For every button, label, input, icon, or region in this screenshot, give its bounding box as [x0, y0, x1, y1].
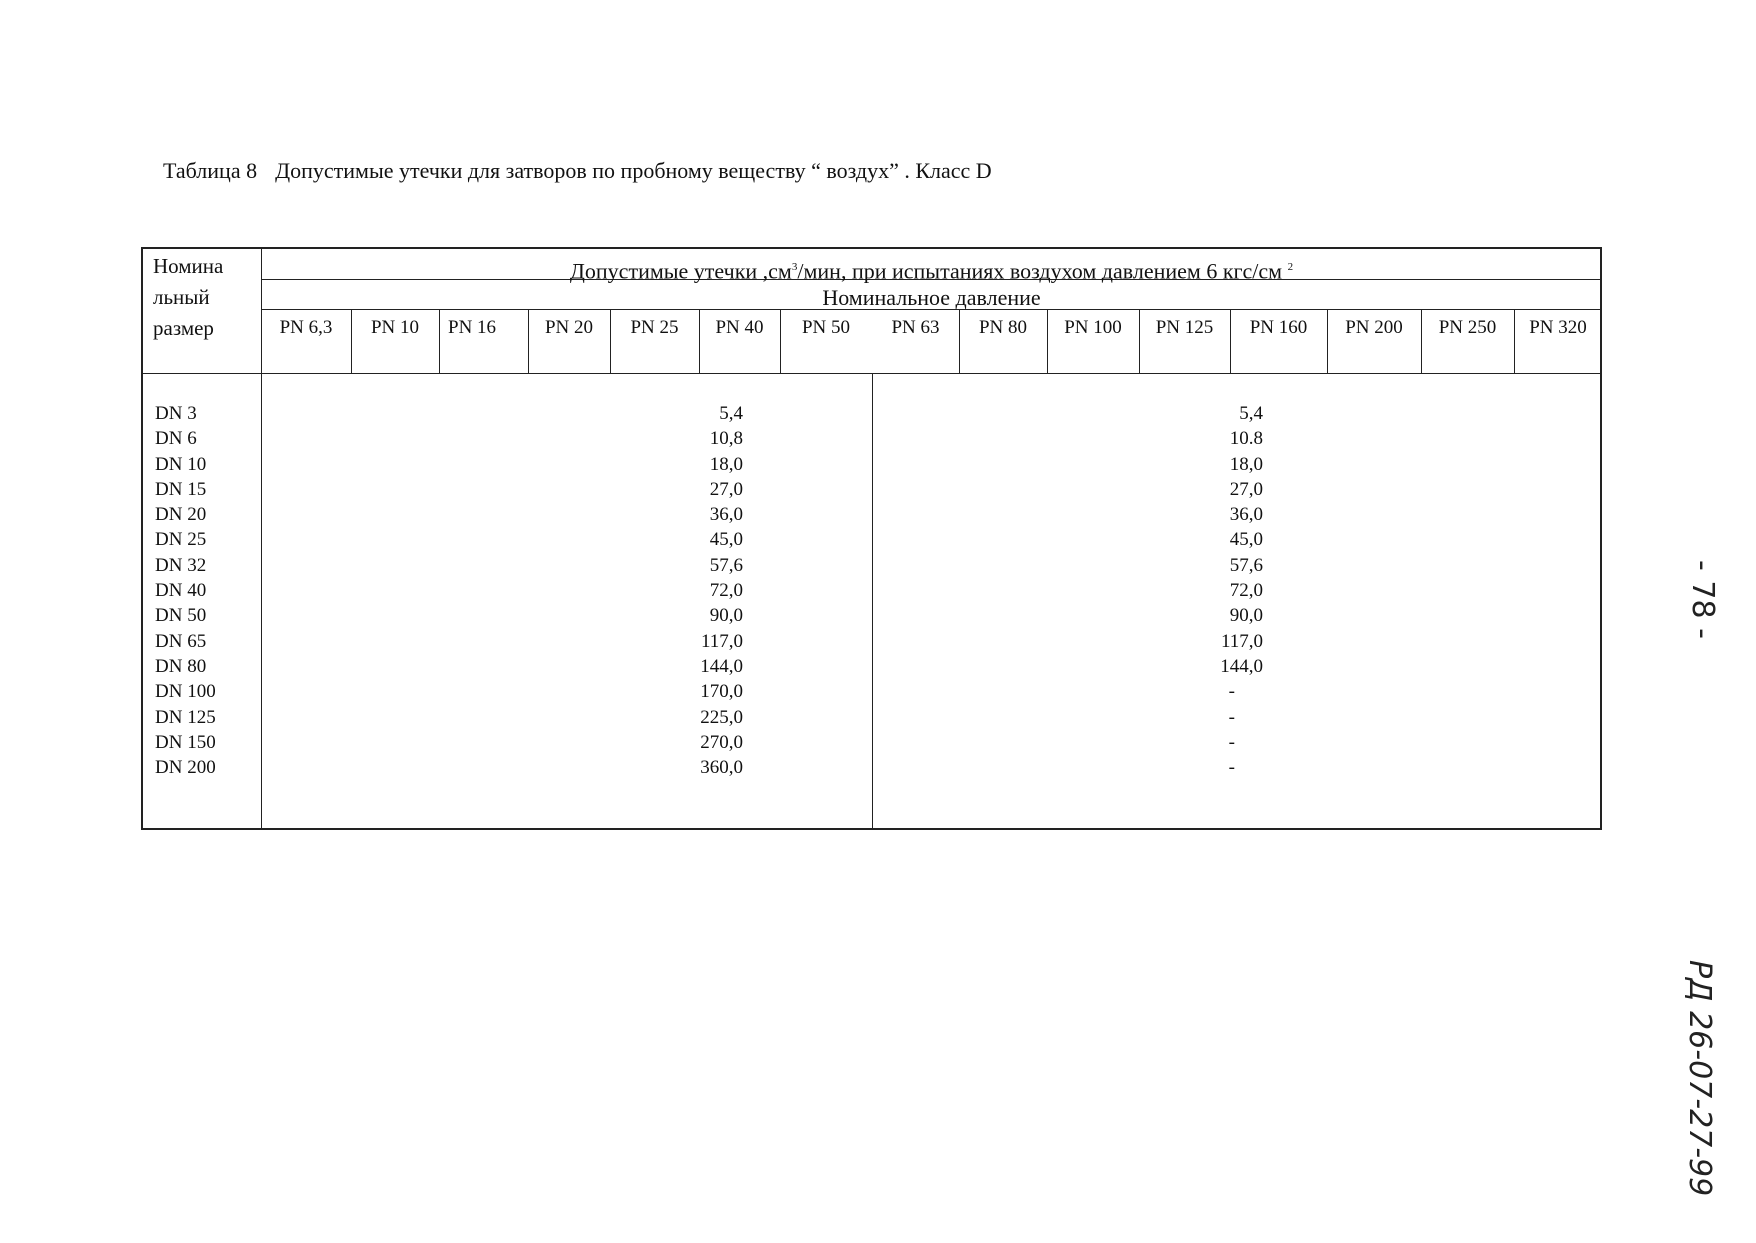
- value-cell: 360,0: [700, 757, 743, 779]
- pn-header: PN 6,3: [279, 317, 333, 338]
- value-cell: 57,6: [709, 554, 743, 576]
- value-cell: 36,0: [1229, 504, 1263, 526]
- dn-cell: DN 20: [155, 504, 207, 526]
- value-cell: 90,0: [709, 605, 743, 627]
- value-cell: 170,0: [700, 681, 743, 703]
- high-pressure-values: [1103, 401, 1263, 780]
- pn-header: PN 200: [1345, 317, 1403, 338]
- leakage-table: [141, 247, 1602, 830]
- document-code: РД 26-07-27-99: [1682, 960, 1717, 1197]
- value-cell: 117,0: [1220, 630, 1263, 652]
- dn-cell: DN 32: [155, 554, 207, 576]
- value-cell: 90,0: [1229, 605, 1263, 627]
- table-number: Таблица 8: [163, 158, 258, 183]
- pn-header: PN 20: [544, 317, 594, 338]
- value-cell: 270,0: [700, 731, 743, 753]
- dn-cell: DN 200: [155, 757, 216, 779]
- value-cell: 117,0: [700, 630, 743, 652]
- header-line-3: [143, 373, 1600, 374]
- pn-header: PN 125: [1155, 317, 1214, 338]
- size-header-line: размер: [153, 316, 214, 340]
- pn-header: PN 40: [715, 317, 764, 338]
- table-caption: [163, 158, 992, 184]
- dn-cell: DN 50: [155, 605, 207, 627]
- value-cell: -: [1228, 731, 1235, 753]
- pn-header: PN 25: [630, 317, 679, 338]
- pn-header: PN 16: [448, 317, 497, 338]
- size-column-header: [153, 251, 223, 344]
- leakage-header-text: Допустимые утечки ,см: [569, 258, 792, 284]
- value-cell: 45,0: [1229, 529, 1263, 551]
- dn-cell: DN 6: [155, 428, 197, 450]
- value-cell: 27,0: [1229, 478, 1263, 500]
- value-cell: 5,4: [1239, 403, 1263, 424]
- dn-column: [155, 401, 216, 780]
- value-cell: 72,0: [1229, 580, 1263, 602]
- low-pressure-values: [583, 401, 743, 780]
- pn-header: PN 160: [1249, 317, 1308, 338]
- value-cell: 5,4: [719, 403, 743, 424]
- unit-superscript: 3: [791, 261, 798, 273]
- table-title: Допустимые утечки для затворов по пробному веществу “ воздух” . Класс D: [275, 158, 992, 183]
- value-cell: 10,8: [709, 428, 743, 450]
- dn-cell: DN 40: [155, 580, 207, 602]
- pn-header: PN 80: [978, 317, 1028, 338]
- value-cell: 144,0: [1220, 655, 1263, 677]
- nominal-pressure-header: Номинальное давление: [822, 285, 1041, 310]
- value-cell: 144,0: [700, 655, 743, 677]
- pn-header: PN 63: [891, 317, 940, 338]
- dn-cell: DN 65: [155, 630, 207, 652]
- value-cell: -: [1228, 681, 1235, 703]
- dn-cell: DN 100: [155, 681, 216, 703]
- pn-header: PN 250: [1438, 317, 1497, 338]
- value-cell: 45,0: [709, 529, 743, 551]
- unit-superscript: 2: [1287, 261, 1294, 273]
- value-cell: -: [1228, 706, 1235, 728]
- dn-cell: DN 3: [155, 403, 197, 424]
- leakage-header: [263, 254, 1600, 284]
- pn-header: PN 320: [1529, 317, 1587, 338]
- value-cell: 225,0: [700, 706, 743, 728]
- divider-pressure-groups: [872, 373, 873, 828]
- value-cell: 57,6: [1229, 554, 1263, 576]
- dn-cell: DN 10: [155, 453, 207, 475]
- leakage-header-text: /мин, при испытаниях воздухом давлением 6 кгс/см: [797, 258, 1283, 284]
- value-cell: 10.8: [1229, 428, 1263, 450]
- size-header-line: Номина: [153, 254, 224, 278]
- dn-cell: DN 80: [155, 655, 207, 677]
- value-cell: 18,0: [709, 453, 743, 475]
- dn-cell: DN 25: [155, 529, 207, 551]
- pn-header: PN 50: [801, 317, 851, 338]
- value-cell: 27,0: [709, 478, 743, 500]
- value-cell: 18,0: [1229, 453, 1263, 475]
- dn-cell: DN 125: [155, 706, 216, 728]
- dn-cell: DN 15: [155, 478, 207, 500]
- value-cell: -: [1228, 757, 1235, 779]
- pn-header: PN 100: [1064, 317, 1122, 338]
- pn-header: PN 10: [370, 317, 420, 338]
- page-number-mark: - 78 -: [1685, 560, 1720, 639]
- dn-cell: DN 150: [155, 731, 216, 753]
- value-cell: 36,0: [709, 504, 743, 526]
- size-header-line: льный: [153, 285, 210, 309]
- value-cell: 72,0: [709, 580, 743, 602]
